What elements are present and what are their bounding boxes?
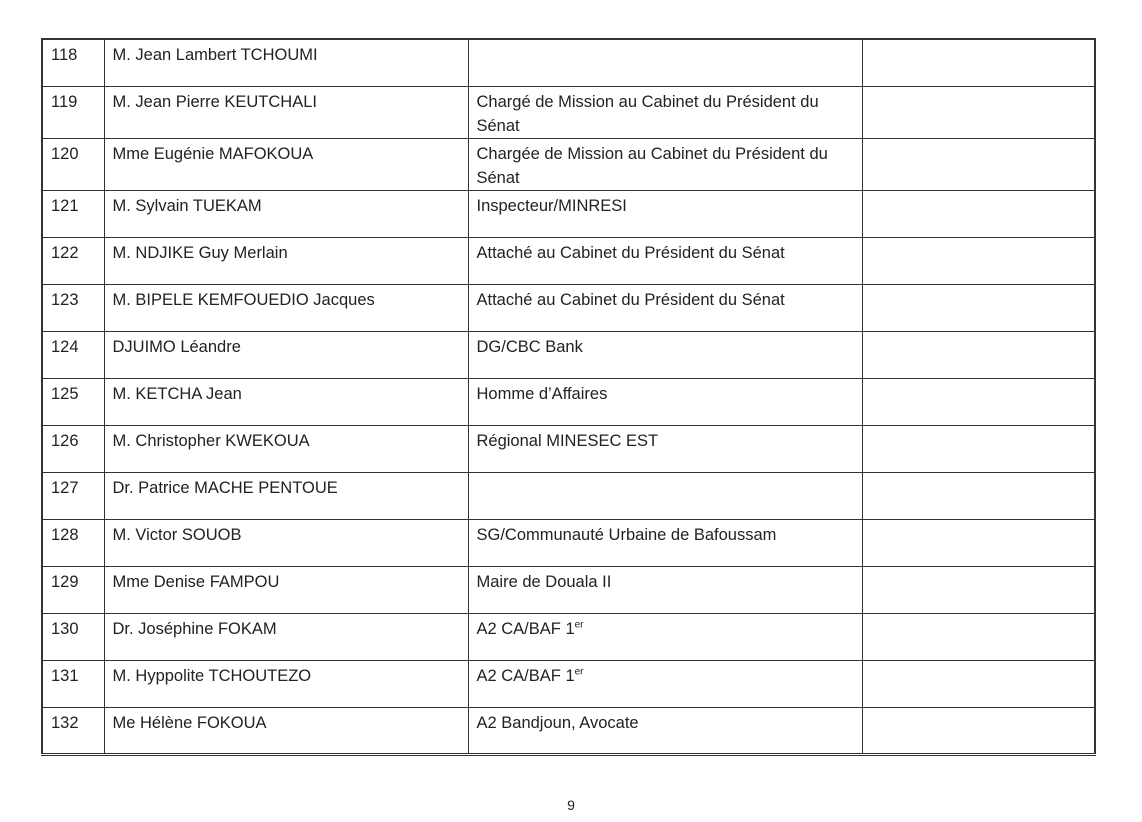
person-name-cell xyxy=(104,284,468,331)
extra-cell xyxy=(862,378,1095,425)
person-name-text: Mme Eugénie MAFOKOUA xyxy=(112,144,314,163)
person-name-cell xyxy=(104,613,468,660)
person-title-text: Maire de Douala II xyxy=(476,572,612,591)
extra-cell xyxy=(862,237,1095,284)
row-number-text: 121 xyxy=(51,196,79,215)
table-row xyxy=(42,425,1095,472)
ordinal-superscript: er xyxy=(574,619,584,630)
person-name-cell xyxy=(104,472,468,519)
person-name-text: M. BIPELE KEMFOUEDIO Jacques xyxy=(112,290,375,309)
table-row xyxy=(42,190,1095,237)
extra-cell xyxy=(862,660,1095,707)
person-title-text: Régional MINESEC EST xyxy=(476,431,659,450)
person-name-text: M. Jean Pierre KEUTCHALI xyxy=(112,92,317,111)
person-title-cell xyxy=(468,378,862,425)
row-number-text: 122 xyxy=(51,243,79,262)
person-title-cell xyxy=(468,284,862,331)
person-title-text: Homme d’Affaires xyxy=(476,384,608,403)
person-name-cell xyxy=(104,566,468,613)
extra-cell xyxy=(862,39,1095,86)
person-name-cell xyxy=(104,519,468,566)
person-name-cell xyxy=(104,331,468,378)
person-name-text: M. KETCHA Jean xyxy=(112,384,242,403)
extra-cell xyxy=(862,138,1095,190)
person-name-cell xyxy=(104,237,468,284)
row-number-text: 124 xyxy=(51,337,79,356)
person-title-text: A2 CA/BAF 1 xyxy=(476,666,575,685)
attendee-table-body xyxy=(42,39,1095,754)
person-title-cell xyxy=(468,519,862,566)
person-title-cell xyxy=(468,707,862,754)
row-number-cell xyxy=(42,472,104,519)
extra-cell xyxy=(862,331,1095,378)
extra-cell xyxy=(862,284,1095,331)
attendee-table xyxy=(41,38,1096,756)
row-number-cell xyxy=(42,425,104,472)
person-title-cell xyxy=(468,660,862,707)
table-row xyxy=(42,472,1095,519)
person-name-cell xyxy=(104,707,468,754)
extra-cell xyxy=(862,86,1095,138)
person-title-cell xyxy=(468,237,862,284)
extra-cell xyxy=(862,613,1095,660)
row-number-cell xyxy=(42,707,104,754)
person-name-text: Dr. Joséphine FOKAM xyxy=(112,619,277,638)
table-row xyxy=(42,519,1095,566)
person-name-cell xyxy=(104,190,468,237)
row-number-cell xyxy=(42,138,104,190)
table-row xyxy=(42,331,1095,378)
table-row xyxy=(42,613,1095,660)
person-title-text: A2 Bandjoun, Avocate xyxy=(476,713,639,732)
row-number-text: 118 xyxy=(51,46,78,64)
row-number-text: 130 xyxy=(51,619,79,638)
row-number-cell xyxy=(42,660,104,707)
table-row xyxy=(42,237,1095,284)
person-title-text: Chargé de Mission au Cabinet du Président du Sénat xyxy=(476,92,819,135)
person-title-cell xyxy=(468,190,862,237)
extra-cell xyxy=(862,190,1095,237)
person-name-text: DJUIMO Léandre xyxy=(112,337,241,356)
page-number: 9 xyxy=(567,797,575,813)
person-title-cell xyxy=(468,472,862,519)
row-number-cell xyxy=(42,613,104,660)
row-number-text: 123 xyxy=(51,290,79,309)
ordinal-superscript: er xyxy=(574,666,584,677)
person-name-text: M. Sylvain TUEKAM xyxy=(112,196,262,215)
person-title-text: Chargée de Mission au Cabinet du Président du Sénat xyxy=(476,144,828,187)
row-number-cell xyxy=(42,39,104,86)
extra-cell xyxy=(862,425,1095,472)
person-name-text: M. NDJIKE Guy Merlain xyxy=(112,243,288,262)
row-number-cell xyxy=(42,237,104,284)
table-row xyxy=(42,39,1095,86)
row-number-text: 127 xyxy=(51,478,79,497)
row-number-cell xyxy=(42,566,104,613)
person-name-text: Dr. Patrice MACHE PENTOUE xyxy=(112,478,338,497)
row-number-text: 119 xyxy=(51,92,78,111)
table-row xyxy=(42,284,1095,331)
extra-cell xyxy=(862,566,1095,613)
person-name-text: M. Christopher KWEKOUA xyxy=(112,431,310,450)
person-title-text: Attaché au Cabinet du Président du Sénat xyxy=(476,243,785,262)
person-title-cell xyxy=(468,39,862,86)
table-row xyxy=(42,138,1095,190)
person-title-text: A2 CA/BAF 1 xyxy=(476,619,575,638)
person-title-cell xyxy=(468,138,862,190)
table-row xyxy=(42,707,1095,754)
person-title-cell xyxy=(468,86,862,138)
person-title-cell xyxy=(468,425,862,472)
row-number-cell xyxy=(42,519,104,566)
row-number-text: 132 xyxy=(51,713,79,732)
row-number-text: 126 xyxy=(51,431,79,450)
person-name-cell xyxy=(104,425,468,472)
table-row xyxy=(42,660,1095,707)
person-name-cell xyxy=(104,86,468,138)
extra-cell xyxy=(862,472,1095,519)
person-name-text: Me Hélène FOKOUA xyxy=(112,713,267,732)
person-name-text: M. Jean Lambert TCHOUMI xyxy=(112,46,318,64)
row-number-text: 128 xyxy=(51,525,79,544)
row-number-cell xyxy=(42,378,104,425)
person-title-text: SG/Communauté Urbaine de Bafoussam xyxy=(476,525,777,544)
row-number-cell xyxy=(42,284,104,331)
table-row xyxy=(42,378,1095,425)
person-title-cell xyxy=(468,566,862,613)
row-number-cell xyxy=(42,86,104,138)
person-title-text: DG/CBC Bank xyxy=(476,337,583,356)
person-title-text: Attaché au Cabinet du Président du Sénat xyxy=(476,290,785,309)
row-number-cell xyxy=(42,190,104,237)
person-title-text: Inspecteur/MINRESI xyxy=(476,196,627,215)
extra-cell xyxy=(862,707,1095,754)
person-title-cell xyxy=(468,331,862,378)
person-name-cell xyxy=(104,660,468,707)
row-number-cell xyxy=(42,331,104,378)
row-number-text: 129 xyxy=(51,572,79,591)
person-name-cell xyxy=(104,378,468,425)
extra-cell xyxy=(862,519,1095,566)
person-name-text: M. Victor SOUOB xyxy=(112,525,242,544)
person-title-cell xyxy=(468,613,862,660)
person-name-cell xyxy=(104,39,468,86)
person-name-text: Mme Denise FAMPOU xyxy=(112,572,280,591)
table-row xyxy=(42,86,1095,138)
row-number-text: 131 xyxy=(51,666,79,685)
row-number-text: 120 xyxy=(51,144,79,163)
person-name-text: M. Hyppolite TCHOUTEZO xyxy=(112,666,312,685)
table-row xyxy=(42,566,1095,613)
person-name-cell xyxy=(104,138,468,190)
row-number-text: 125 xyxy=(51,384,79,403)
